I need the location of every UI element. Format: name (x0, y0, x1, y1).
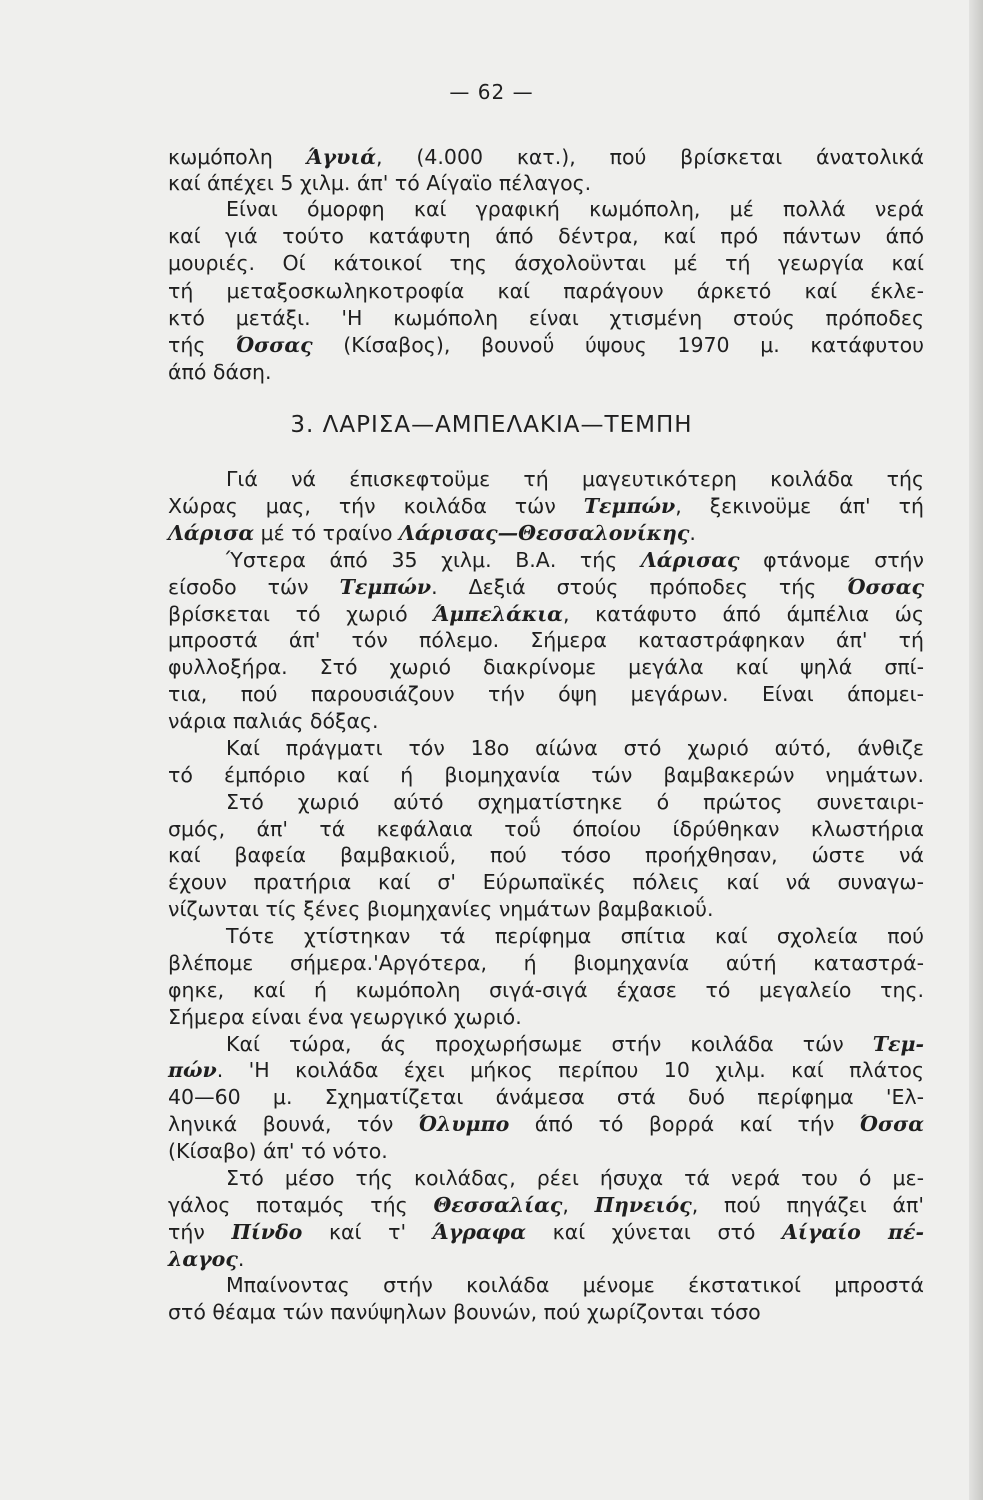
text-line (226, 547, 924, 573)
text-run: κωμόπολη (168, 145, 307, 169)
emphasized-name: Αίγαίο πέ- (782, 1220, 925, 1244)
text-line (168, 170, 924, 196)
text-line (168, 359, 924, 385)
text-run: (Κίσαβο) άπ' τό νότο. (168, 1139, 388, 1163)
text-run: , (562, 1193, 595, 1217)
page-edge (969, 0, 983, 1500)
text-line (168, 223, 924, 249)
text-run: Σήμερα είναι ένα γεωργικό χωριό. (168, 1005, 522, 1029)
emphasized-name: Τεμ- (872, 1032, 924, 1056)
text-line (168, 1004, 924, 1030)
text-line (226, 923, 924, 949)
emphasized-name: Τεμπών (583, 494, 676, 518)
text-line (168, 1084, 924, 1110)
text-run: έχουν πρατήρια καί σ' Εύρωπαϊκές πόλεις καί νά συναγω- (168, 870, 924, 894)
text-run: καί βαφεία βαμβακιοΰ, πού τόσο προήχθησαν, ώστε νά (168, 843, 924, 867)
text-line (168, 816, 924, 842)
text-line (168, 305, 924, 331)
text-line (168, 601, 924, 627)
emphasized-name: Πίνδο (231, 1220, 303, 1244)
text-line (226, 1272, 924, 1298)
text-run: καί χύνεται στό (525, 1220, 783, 1244)
emphasized-name: Λάρισας (640, 548, 740, 572)
text-run: . Δεξιά στούς πρόποδες τής (431, 575, 848, 599)
emphasized-name: Άγυιά (306, 145, 377, 169)
text-line (226, 1031, 924, 1057)
emphasized-name: Πηνειός (594, 1193, 692, 1217)
text-run: άπό τό βορρά καί τήν (509, 1112, 860, 1136)
emphasized-name: πών (168, 1058, 217, 1082)
text-run: Είναι όμορφη καί γραφική κωμόπολη, μέ πολλά νερά (226, 197, 924, 221)
emphasized-name: λαγος (168, 1247, 238, 1271)
emphasized-name: Τεμπών (339, 575, 432, 599)
text-run: , πού πηγάζει άπ' (691, 1193, 924, 1217)
text-run: . 'Η κοιλάδα έχει μήκος περίπου 10 χιλμ. καί πλάτος (216, 1058, 924, 1082)
text-line (168, 977, 924, 1003)
text-line (226, 789, 924, 815)
text-run: Στό μέσο τής κοιλάδας, ρέει ήσυχα τά νερά του ό με- (226, 1166, 924, 1190)
text-run: Μπαίνοντας στήν κοιλάδα μένομε έκστατικοί μπροστά (226, 1273, 924, 1297)
text-line (168, 896, 924, 922)
text-line (168, 574, 924, 600)
section-heading: 3. ΛΑΡΙΣΑ—ΑΜΠΕΛΑΚΙΑ—ΤΕΜΠΗ (290, 412, 693, 438)
text-run: φυλλοξήρα. Στό χωριό διακρίνομε μεγάλα καί ψηλά σπί- (168, 655, 924, 679)
text-run: γάλος ποταμός τής (168, 1193, 434, 1217)
text-run: κτό μετάξι. 'Η κωμόπολη είναι χτισμένη στούς πρόποδες (168, 306, 924, 330)
text-run: νάρια παλιάς δόξας. (168, 709, 379, 733)
text-run: Τότε χτίστηκαν τά περίφημα σπίτια καί σχολεία πού (226, 924, 924, 948)
text-run: φτάνομε στήν (739, 548, 924, 572)
text-line (168, 250, 924, 276)
text-run: τια, πού παρουσιάζουν τήν όψη μεγάρων. Είναι άπομει- (168, 682, 924, 706)
text-line (168, 1219, 924, 1245)
text-run: , ξεκινοϋμε άπ' τή (675, 494, 924, 518)
text-line (168, 681, 924, 707)
text-line (168, 869, 924, 895)
text-run: ληνικά βουνά, τόν (168, 1112, 419, 1136)
text-line (168, 1299, 924, 1325)
text-line (168, 1138, 924, 1164)
text-line (168, 950, 924, 976)
text-run: είσοδο τών (168, 575, 340, 599)
text-line (226, 1165, 924, 1191)
emphasized-name: Όσσα (859, 1112, 924, 1136)
text-line (168, 332, 924, 358)
text-line (168, 520, 924, 546)
text-run: Γιά νά έπισκεφτοϋμε τή μαγευτικότερη κοιλάδα τής (226, 467, 924, 491)
text-run: Ύστερα άπό 35 χιλμ. Β.Α. τής (226, 548, 641, 572)
text-run: Στό χωριό αύτό σχηματίστηκε ό πρώτος συνεταιρι- (226, 790, 924, 814)
text-run: Χώρας μας, τήν κοιλάδα τών (168, 494, 584, 518)
text-run: νίζωνται τίς ξένες βιομηχανίες νημάτων βαμβακιοΰ. (168, 897, 714, 921)
text-line (168, 627, 924, 653)
emphasized-name: Όλυμπο (418, 1112, 510, 1136)
text-run: , κατάφυτο άπό άμπέλια ώς (562, 602, 924, 626)
text-run: τής (168, 333, 236, 357)
text-run: 40—60 μ. Σχηματίζεται άνάμεσα στά δυό περίφημα 'Ελ- (168, 1085, 924, 1109)
text-line (168, 1057, 924, 1083)
text-run: βλέπομε σήμερα.'Αργότερα, ή βιομηχανία αύτή καταστρά- (168, 951, 924, 975)
text-line (226, 735, 924, 761)
text-run: τήν (168, 1220, 232, 1244)
text-run: καί τ' (302, 1220, 433, 1244)
text-line (168, 762, 924, 788)
text-run: τή μεταξοσκωληκοτροφία καί παράγουν άρκετό καί έκλε- (168, 279, 924, 303)
text-run: . (237, 1247, 245, 1271)
text-run: καί άπέχει 5 χιλμ. άπ' τό Αίγαϊο πέλαγος. (168, 171, 592, 195)
text-line (168, 278, 924, 304)
text-line (168, 1246, 924, 1272)
text-run: στό θέαμα τών πανύψηλων βουνών, πού χωρίζονται τόσο (168, 1300, 761, 1324)
emphasized-name: Όσσας (236, 333, 313, 357)
emphasized-name: Όσσας (847, 575, 924, 599)
page-number: — 62 — (449, 80, 534, 104)
text-run: . (689, 521, 696, 545)
text-run: Καί τώρα, άς προχωρήσωμε στήν κοιλάδα τών (226, 1032, 873, 1056)
text-line (168, 1111, 924, 1137)
emphasized-name: Άμπελάκια (433, 602, 563, 626)
emphasized-name: Λάρισας—Θεσσαλονίκης (399, 521, 690, 545)
text-run: , (4.000 κατ.), πού βρίσκεται άνατολικά (376, 145, 924, 169)
text-run: τό έμπόριο καί ή βιομηχανία τών βαμβακερών νημάτων. (168, 763, 924, 787)
text-run: καί γιά τούτο κατάφυτη άπό δέντρα, καί πρό πάντων άπό (168, 224, 924, 248)
text-run: άπό δάση. (168, 360, 272, 384)
emphasized-name: Άγραφα (432, 1220, 526, 1244)
text-run: μπροστά άπ' τόν πόλεμο. Σήμερα καταστράφηκαν άπ' τή (168, 628, 924, 652)
text-run: σμός, άπ' τά κεφάλαια τοΰ όποίου ίδρύθηκαν κλωστήρια (168, 817, 924, 841)
text-run: μουριές. Οί κάτοικοί της άσχολοϋνται μέ τή γεωργία καί (168, 251, 924, 275)
text-run: βρίσκεται τό χωριό (168, 602, 434, 626)
text-line (168, 144, 924, 170)
text-line (226, 196, 924, 222)
text-run: (Κίσαβος), βουνοΰ ύψους 1970 μ. κατάφυτου (312, 333, 924, 357)
text-line (168, 493, 924, 519)
text-line (226, 466, 924, 492)
text-run: μέ τό τραίνο (254, 521, 399, 545)
text-run: φηκε, καί ή κωμόπολη σιγά-σιγά έχασε τό μεγαλείο της. (168, 978, 924, 1002)
text-line (168, 1192, 924, 1218)
emphasized-name: Λάρισα (168, 521, 255, 545)
text-line (168, 654, 924, 680)
text-line (168, 842, 924, 868)
text-run: Καί πράγματι τόν 18ο αίώνα στό χωριό αύτό, άνθιζε (226, 736, 924, 760)
text-line (168, 708, 924, 734)
emphasized-name: Θεσσαλίας (433, 1193, 563, 1217)
